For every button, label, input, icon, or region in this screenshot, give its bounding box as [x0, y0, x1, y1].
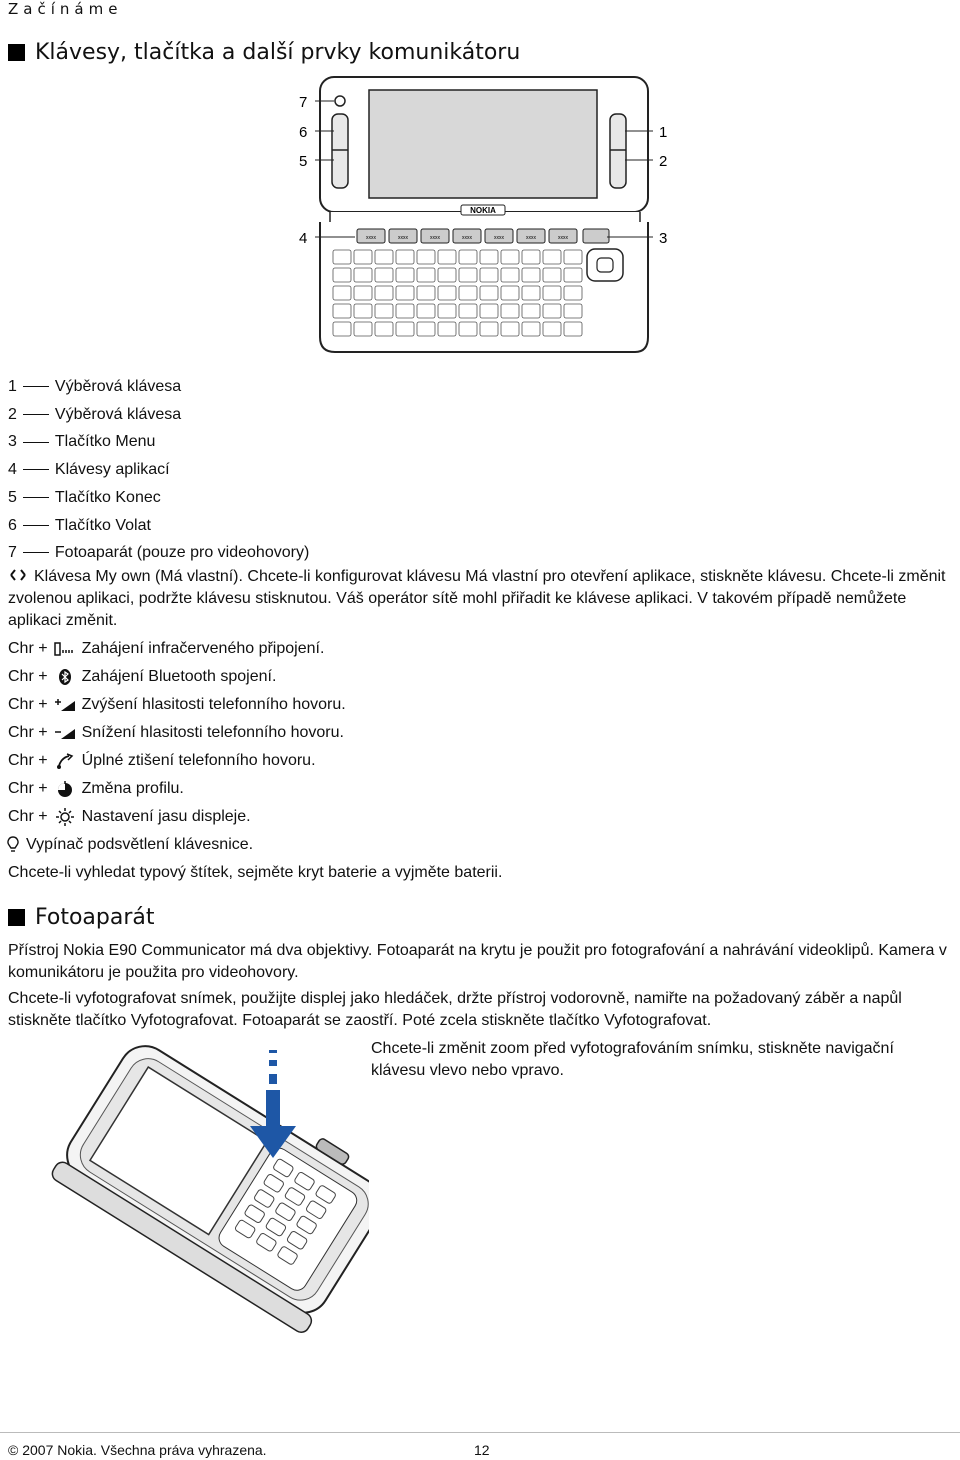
shortcut-bluetooth: Chr + Zahájení Bluetooth spojení.: [8, 668, 277, 685]
legend-item: 1 Výběrová klávesa: [8, 378, 182, 395]
callout-2: 2: [659, 153, 668, 170]
keyboard-key: [459, 268, 477, 282]
communicator-diagram: [285, 72, 685, 362]
shortcut-volume-up: Chr + Zvýšení hlasitosti telefonního hovoru.: [8, 696, 346, 713]
callout-6: 6: [299, 124, 308, 141]
mute-icon: [52, 751, 78, 771]
legend-item: 5 Tlačítko Konec: [8, 488, 161, 506]
keyboard-key: [354, 286, 372, 300]
app-key-label: xxxx: [526, 235, 536, 241]
app-key-label: xxxx: [398, 235, 408, 241]
keyboard-key: [501, 268, 519, 282]
keyboard-key: [564, 286, 582, 300]
keyboard-key: [396, 250, 414, 264]
keyboard-key: [543, 286, 561, 300]
keyboard-key: [417, 250, 435, 264]
keyboard-key: [396, 286, 414, 300]
keyboard-key: [480, 304, 498, 318]
app-key-label: xxxx: [462, 235, 472, 241]
app-key-label: xxxx: [494, 235, 504, 241]
keyboard-key: [375, 286, 393, 300]
keyboard-key: [333, 250, 351, 264]
chapter-header: Začínáme: [8, 0, 123, 18]
keyboard-key: [417, 286, 435, 300]
keyboard-key: [354, 268, 372, 282]
keyboard-key: [438, 322, 456, 336]
legend-list: [8, 373, 309, 567]
type-label-line: Chcete-li vyhledat typový štítek, sejměte kryt baterie a vyjměte baterii.: [8, 864, 503, 881]
keyboard-key: [333, 322, 351, 336]
keyboard-key: [396, 322, 414, 336]
front-camera-icon: [335, 96, 345, 106]
legend-item: 2 Výběrová klávesa: [8, 405, 182, 423]
keyboard-key: [459, 286, 477, 300]
backlight-line: Vypínač podsvětlení klávesnice.: [8, 835, 253, 855]
shortcut-infrared: Chr + Zahájení infračerveného připojení.: [8, 640, 325, 657]
keyboard-key: [564, 322, 582, 336]
keyboard-key: [480, 250, 498, 264]
section-title-text: Klávesy, tlačítka a další prvky komunikátoru: [35, 40, 521, 65]
my-own-paragraph: Klávesa My own (Má vlastní). Chcete-li konfigurovat klávesu Má vlastní pro otevření aplikace, stiskněte klávesu. Chcete-li změnit zvolenou aplikaci, podržte klávesu stisknutou. Váš operátor sítě mohl přiřadit ke klávese aplikaci. V takovém případě nemůžete aplikaci změnit.: [8, 568, 946, 629]
keyboard-key: [396, 268, 414, 282]
keyboard-key: [417, 322, 435, 336]
callout-4: 4: [299, 230, 308, 247]
selection-keys: [610, 114, 626, 188]
lightbulb-icon: [4, 835, 22, 855]
keyboard-key: [522, 250, 540, 264]
keyboard-key: [543, 304, 561, 318]
infrared-icon: [52, 639, 78, 659]
section-title-camera: [8, 905, 155, 930]
callout-1: 1: [659, 124, 668, 141]
keyboard-key: [459, 304, 477, 318]
section-bullet-icon: [8, 44, 25, 61]
section-bullet-icon: [8, 909, 25, 926]
keyboard-key: [501, 286, 519, 300]
keyboard-key: [375, 268, 393, 282]
keyboard-key: [459, 250, 477, 264]
keyboard-key: [354, 322, 372, 336]
keyboard-key: [480, 322, 498, 336]
keyboard-key: [501, 304, 519, 318]
keyboard-key: [375, 304, 393, 318]
keyboard-key: [480, 268, 498, 282]
keyboard-key: [564, 268, 582, 282]
legend-item: 6 Tlačítko Volat: [8, 516, 151, 534]
keyboard-key: [375, 322, 393, 336]
shortcut-volume-down: Chr + Snížení hlasitosti telefonního hovoru.: [8, 724, 344, 741]
device-brand: NOKIA: [470, 206, 496, 215]
app-key-label: xxxx: [430, 235, 440, 241]
profile-icon: [52, 779, 78, 799]
brightness-icon: [52, 807, 78, 827]
keyboard-key: [543, 268, 561, 282]
keyboard-key: [417, 268, 435, 282]
footer-copyright: © 2007 Nokia. Všechna práva vyhrazena.: [8, 1442, 267, 1458]
shortcut-profile: Chr + Změna profilu.: [8, 780, 184, 797]
keyboard-key: [543, 250, 561, 264]
shortcut-mute: Chr + Úplné ztišení telefonního hovoru.: [8, 752, 316, 769]
my-own-key-icon: [8, 567, 28, 583]
application-keys: [357, 229, 577, 243]
keyboard-key: [438, 268, 456, 282]
keyboard-key: [501, 322, 519, 336]
call-end-keys: [332, 114, 348, 188]
keyboard-key: [354, 304, 372, 318]
keyboard-key: [438, 304, 456, 318]
callout-5: 5: [299, 153, 308, 170]
keyboard-key: [522, 286, 540, 300]
keyboard-key: [333, 286, 351, 300]
callout-7: 7: [299, 94, 308, 111]
shortcut-brightness: Chr + Nastavení jasu displeje.: [8, 808, 251, 825]
keyboard-key: [354, 250, 372, 264]
keyboard-key: [375, 250, 393, 264]
keyboard-key: [417, 304, 435, 318]
page-number: 12: [474, 1442, 490, 1458]
bluetooth-icon: [52, 667, 78, 687]
phone-camera-illustration: [4, 1030, 369, 1420]
keyboard-key: [459, 322, 477, 336]
zoom-paragraph: Chcete-li změnit zoom před vyfotografováním snímku, stiskněte navigační klávesu vlevo nebo vpravo.: [371, 1040, 894, 1079]
app-key-label: xxxx: [558, 235, 568, 241]
keyboard-key: [543, 322, 561, 336]
legend-item: 7 Fotoaparát (pouze pro videohovory): [8, 544, 310, 562]
keyboard-key: [564, 304, 582, 318]
volume-up-icon: [52, 695, 78, 715]
keyboard-key: [501, 250, 519, 264]
app-key-label: xxxx: [366, 235, 376, 241]
keyboard-key: [522, 268, 540, 282]
camera-paragraph-1: Přístroj Nokia E90 Communicator má dva objektivy. Fotoaparát na krytu je použit pro fotografování a nahrávání videoklipů. Kamera v komunikátoru je použita pro videohovory.: [8, 942, 947, 981]
volume-down-icon: [52, 723, 78, 743]
keyboard-key: [480, 286, 498, 300]
legend-item: 3 Tlačítko Menu: [8, 433, 156, 451]
section-title-text: Fotoaparát: [35, 905, 155, 930]
camera-paragraph-2: Chcete-li vyfotografovat snímek, použijte displej jako hledáček, držte přístroj vodorovně, namiřte na požadovaný záběr a napůl stiskněte tlačítko Vyfotografovat. Fotoaparát se zaostří. Poté zcela stiskněte tlačítko Vyfotografovat.: [8, 990, 902, 1029]
keyboard-key: [396, 304, 414, 318]
keyboard-key: [522, 304, 540, 318]
menu-key: [583, 229, 609, 243]
section-title-keys: [8, 40, 520, 65]
callout-3: 3: [659, 230, 668, 247]
keyboard-key: [564, 250, 582, 264]
footer-rule: [0, 1432, 960, 1433]
keyboard-key: [333, 268, 351, 282]
keyboard-key: [438, 286, 456, 300]
keyboard-key: [522, 322, 540, 336]
keyboard-key: [438, 250, 456, 264]
legend-item: 4 Klávesy aplikací: [8, 461, 170, 479]
keyboard-key: [333, 304, 351, 318]
